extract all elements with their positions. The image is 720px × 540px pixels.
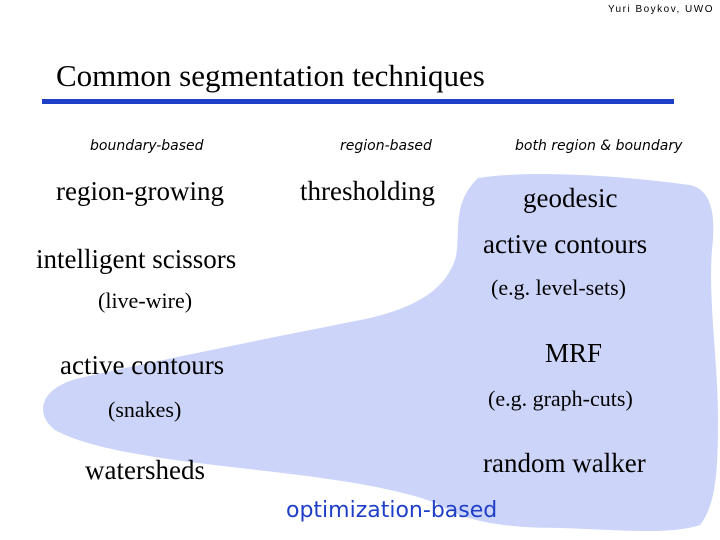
slide-title: Common segmentation techniques [56,58,485,93]
item-snakes: (snakes) [108,397,182,422]
title-underline [42,99,674,104]
author-credit: Yuri Boykov, UWO [607,4,714,15]
column-header-boundary: boundary-based [90,138,204,154]
optimization-based-label: optimization-based [286,498,498,523]
item-region-growing: region-growing [56,176,224,206]
item-geodesic-active-contours: active contours [483,229,648,259]
item-mrf: MRF [545,338,603,368]
item-active-contours: active contours [60,350,225,380]
item-watersheds: watersheds [85,455,205,485]
item-thresholding: thresholding [300,176,435,206]
item-graph-cuts: (e.g. graph-cuts) [488,386,633,411]
column-header-region: region-based [340,138,432,154]
item-intelligent-scissors: intelligent scissors [36,244,237,274]
item-live-wire: (live-wire) [98,288,193,313]
item-random-walker: random walker [483,448,646,478]
item-geodesic: geodesic [523,183,618,213]
column-header-both: both region & boundary [515,138,683,154]
item-level-sets: (e.g. level-sets) [491,275,626,300]
